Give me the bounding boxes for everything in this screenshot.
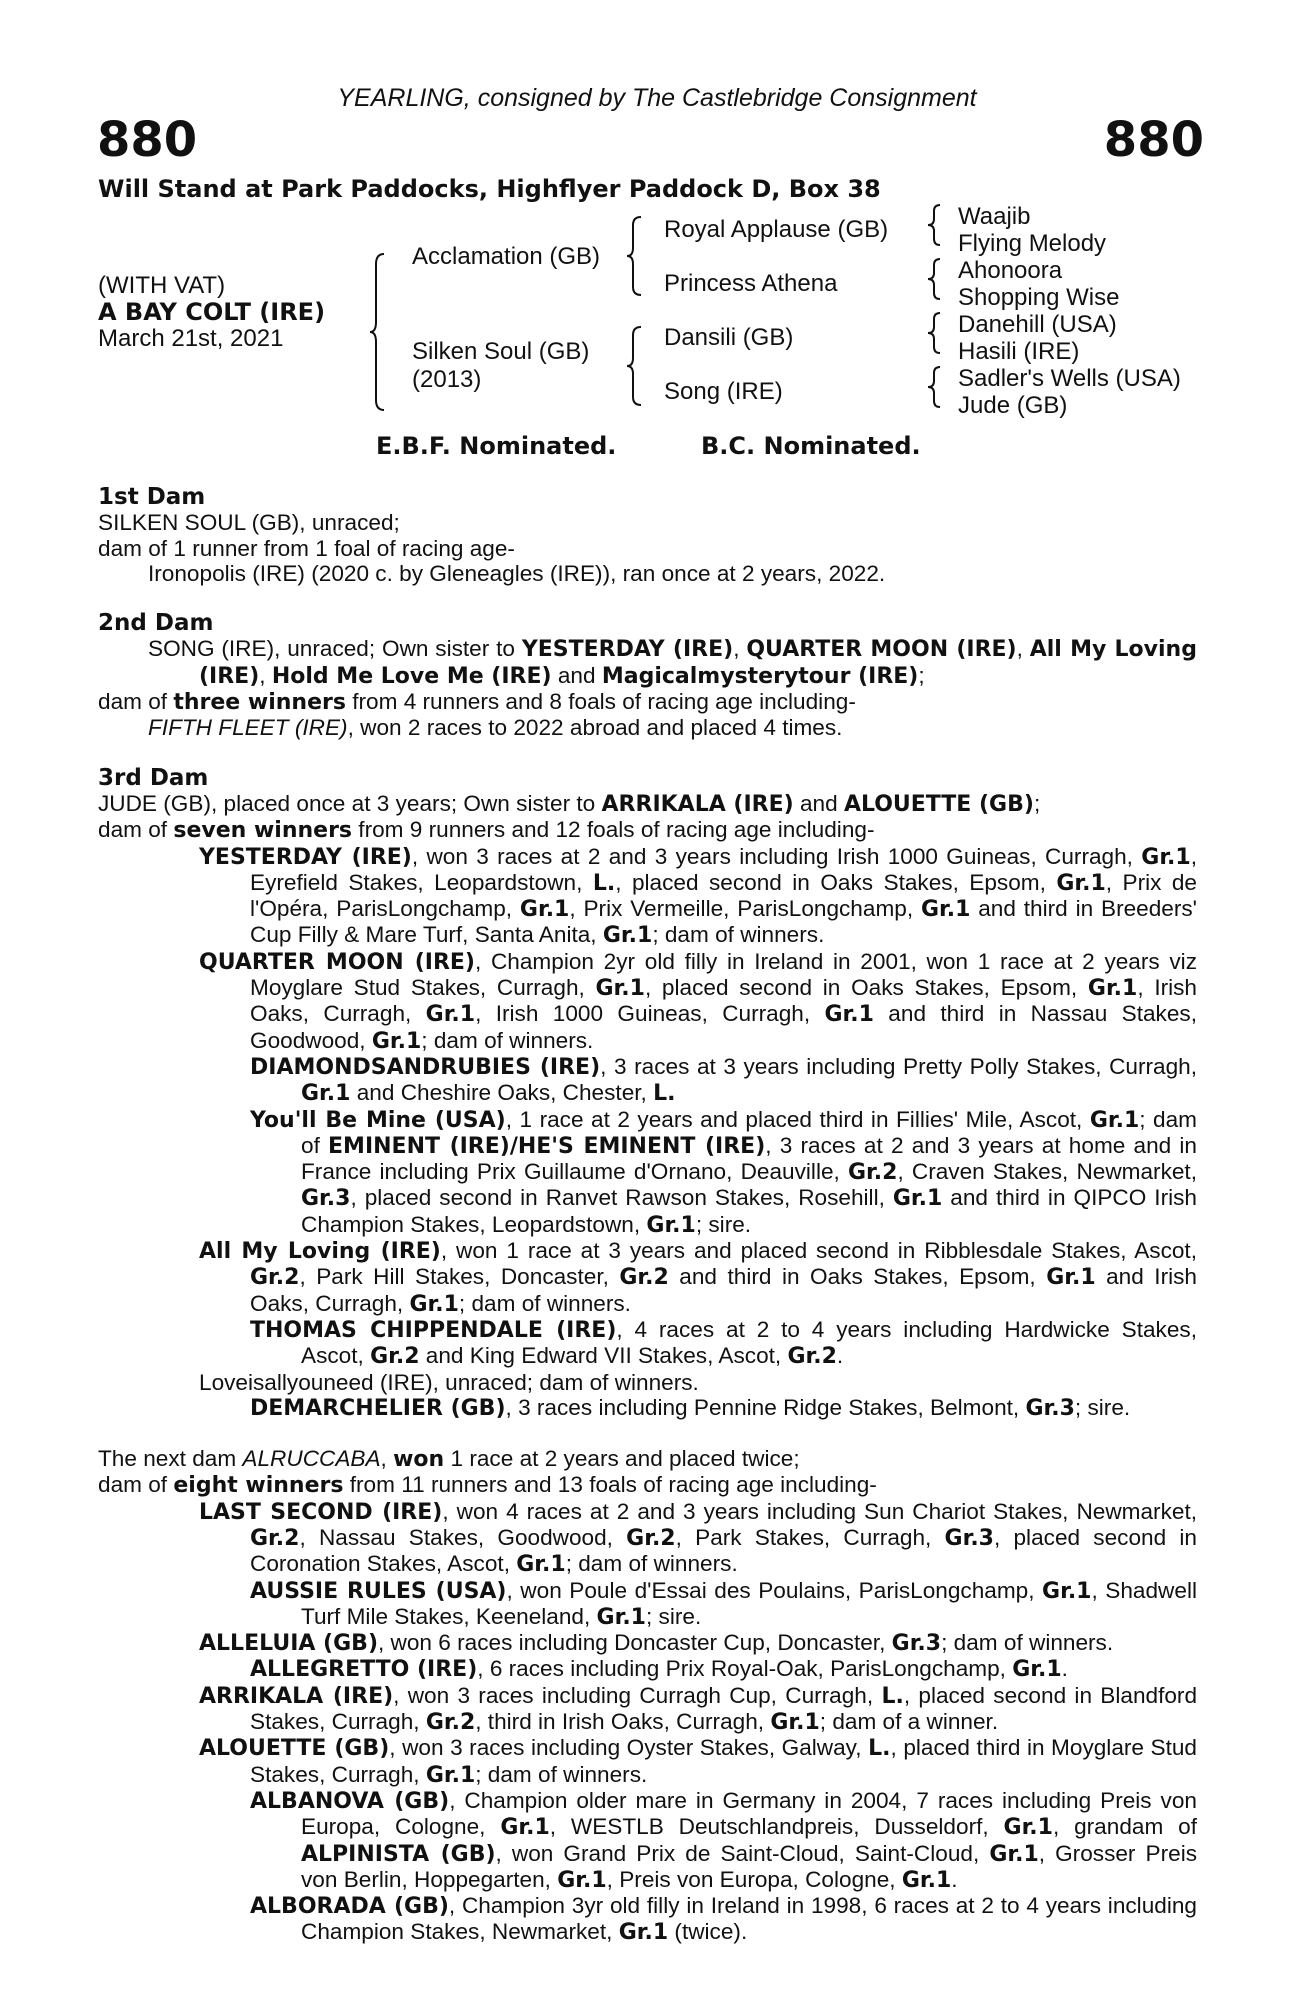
first-dam-runner: Ironopolis (IRE) (2020 c. by Gleneagles (IRE)), ran once at 2 years, 2022. <box>148 560 886 586</box>
first-dam-heading: 1st Dam <box>98 484 206 510</box>
produce-entry-thomas-chippendale: THOMAS CHIPPENDALE (IRE), 4 races at 2 to 4 years including Hardwicke Stakes, Ascot, Gr.2 and King Edward VII Stakes, Ascot, Gr.2. <box>250 1316 1197 1370</box>
produce-entry-last-second: LAST SECOND (IRE), won 4 races at 2 and 3 years including Sun Chariot Stakes, Newmarket, Gr.2, Nassau Stakes, Goodwood, Gr.2, Park Stakes, Curragh, Gr.3, placed second in Coronation Stakes, Ascot, Gr.1; dam of winners. <box>199 1498 1197 1578</box>
stand-location: Will Stand at Park Paddocks, Highflyer Paddock D, Box 38 <box>98 175 881 203</box>
dam-sire-name: Dansili (GB) <box>664 324 794 351</box>
produce-entry-allegretto: ALLEGRETTO (IRE), 6 races including Prix Royal-Oak, ParisLongchamp, Gr.1. <box>250 1656 1068 1683</box>
third-dam-produce-line: dam of seven winners from 9 runners and 12 foals of racing age including- <box>98 817 875 844</box>
next-dam-line: The next dam ALRUCCABA, won 1 race at 2 years and placed twice; <box>98 1446 800 1473</box>
dam-dam-name: Song (IRE) <box>664 378 783 405</box>
first-dam-produce-line: dam of 1 runner from 1 foal of racing age- <box>98 535 515 561</box>
ancestor-5: Danehill (USA) <box>958 311 1117 338</box>
produce-entry-arrikala: ARRIKALA (IRE), won 3 races including Curragh Cup, Curragh, L., placed second in Blandford Stakes, Curragh, Gr.2, third in Irish Oaks, Curragh, Gr.1; dam of a winner. <box>199 1682 1198 1736</box>
ebf-nomination: E.B.F. Nominated. <box>376 432 617 460</box>
produce-entry-loveisallyouneed: Loveisallyouneed (IRE), unraced; dam of winners. <box>199 1369 699 1395</box>
catalogue-body <box>98 485 1197 1946</box>
pedigree-brace-sire <box>627 215 647 297</box>
produce-entry-demarchelier: DEMARCHELIER (GB), 3 races including Pennine Ridge Stakes, Belmont, Gr.3; sire. <box>250 1394 1131 1421</box>
pedigree-brace-dam <box>627 325 647 407</box>
produce-entry-alouette: ALOUETTE (GB), won 3 races including Oyster Stakes, Galway, L., placed third in Moyglare Stud Stakes, Curragh, Gr.1; dam of winners. <box>199 1735 1198 1788</box>
second-dam-produce-line: dam of three winners from 4 runners and 8 foals of racing age including- <box>98 689 856 716</box>
ancestor-4: Shopping Wise <box>958 284 1120 311</box>
second-dam-heading: 2nd Dam <box>98 610 214 637</box>
ancestor-2: Flying Melody <box>958 230 1107 257</box>
sire-name: Acclamation (GB) <box>412 243 601 270</box>
produce-entry-diamondsandrubies: DIAMONDSANDRUBIES (IRE), 3 races at 3 years including Pretty Polly Stakes, Curragh, Gr.1 and Cheshire Oaks, Chester, L. <box>250 1053 1197 1107</box>
consignment-line: YEARLING, consigned by The Castlebridge Consignment <box>337 84 977 112</box>
bc-nomination: B.C. Nominated. <box>701 432 921 460</box>
produce-entry-youll-be-mine: You'll Be Mine (USA), 1 race at 2 years and placed third in Fillies' Mile, Ascot, Gr.1; dam of EMINENT (IRE)/HE'S EMINENT (IRE), 3 races at 2 and 3 years at home and in France including Prix Guillaume d'Ornano, Deauville, Gr.2, Craven Stakes, Newmarket, Gr.3, placed second in Ranvet Rawson Stakes, Rosehill, Gr.1 and third in QIPCO Irish Champion Stakes, Leopardstown, Gr.1; sire. <box>250 1106 1197 1238</box>
next-dam-produce-line: dam of eight winners from 11 runners and 13 foals of racing age including- <box>98 1472 877 1499</box>
pedigree-brace-g4 <box>928 365 946 409</box>
pedigree-brace-g2 <box>928 257 946 301</box>
produce-entry-quarter-moon: QUARTER MOON (IRE), Champion 2yr old filly in Ireland in 2001, won 1 race at 2 years viz Moyglare Stud Stakes, Curragh, Gr.1, placed second in Oaks Stakes, Epsom, Gr.1, Irish Oaks, Curragh, Gr.1, Irish 1000 Guineas, Curragh, Gr.1 and third in Nassau Stakes, Goodwood, Gr.1; dam of winners. <box>199 948 1198 1054</box>
foaling-date: March 21st, 2021 <box>98 325 284 352</box>
third-dam-line: JUDE (GB), placed once at 3 years; Own sister to ARRIKALA (IRE) and ALOUETTE (GB); <box>98 790 1041 817</box>
ancestor-6: Hasili (IRE) <box>958 338 1080 365</box>
produce-entry-aussie-rules: AUSSIE RULES (USA), won Poule d'Essai des Poulains, ParisLongchamp, Gr.1, Shadwell Turf Mile Stakes, Keeneland, Gr.1; sire. <box>250 1577 1197 1630</box>
lot-number-right: 880 <box>1103 112 1204 168</box>
third-dam-heading: 3rd Dam <box>98 764 209 791</box>
dam-year: (2013) <box>412 366 482 393</box>
pedigree-brace-main <box>370 252 390 412</box>
pedigree-brace-g1 <box>928 203 946 247</box>
horse-name: A BAY COLT (IRE) <box>98 298 326 326</box>
second-dam-runner: FIFTH FLEET (IRE), won 2 races to 2022 abroad and placed 4 times. <box>148 715 843 741</box>
lot-number-left: 880 <box>97 112 198 168</box>
produce-entry-alleluia: ALLELUIA (GB), won 6 races including Doncaster Cup, Doncaster, Gr.3; dam of winners. <box>199 1630 1114 1657</box>
ancestor-7: Sadler's Wells (USA) <box>958 365 1181 392</box>
ancestor-8: Jude (GB) <box>958 392 1068 419</box>
produce-entry-yesterday: YESTERDAY (IRE), won 3 races at 2 and 3 years including Irish 1000 Guineas, Curragh, Gr.1, Eyrefield Stakes, Leopardstown, L., placed second in Oaks Stakes, Epsom, Gr.1, Prix de l'Opéra, ParisLongchamp, Gr.1, Prix Vermeille, ParisLongchamp, Gr.1 and third in Breeders' Cup Filly & Mare Turf, Santa Anita, Gr.1; dam of winners. <box>199 843 1197 949</box>
ancestor-1: Waajib <box>958 203 1031 230</box>
second-dam-line: SONG (IRE), unraced; Own sister to YESTERDAY (IRE), QUARTER MOON (IRE), All My Loving (IRE), Hold Me Love Me (IRE) and Magicalmysterytour (IRE); <box>148 636 1197 689</box>
pedigree-brace-g3 <box>928 311 946 355</box>
dam-name: Silken Soul (GB) <box>412 338 590 365</box>
first-dam-line: SILKEN SOUL (GB), unraced; <box>98 510 400 536</box>
sire-dam-name: Princess Athena <box>664 270 838 297</box>
produce-entry-all-my-loving: All My Loving (IRE), won 1 race at 3 years and placed second in Ribblesdale Stakes, Ascot, Gr.2, Park Hill Stakes, Doncaster, Gr.2 and third in Oaks Stakes, Epsom, Gr.1 and Irish Oaks, Curragh, Gr.1; dam of winners. <box>199 1238 1197 1317</box>
produce-entry-albanova: ALBANOVA (GB), Champion older mare in Germany in 2004, 7 races including Preis von Europa, Cologne, Gr.1, WESTLB Deutschlandpreis, Dusseldorf, Gr.1, grandam of ALPINISTA (GB), won Grand Prix de Saint-Cloud, Saint-Cloud, Gr.1, Grosser Preis von Berlin, Hoppegarten, Gr.1, Preis von Europa, Cologne, Gr.1. <box>250 1787 1198 1893</box>
vat-label: (WITH VAT) <box>98 272 226 299</box>
sire-sire-name: Royal Applause (GB) <box>664 216 889 243</box>
ancestor-3: Ahonoora <box>958 257 1063 284</box>
produce-entry-alborada: ALBORADA (GB), Champion 3yr old filly in Ireland in 1998, 6 races at 2 to 4 years including Champion Stakes, Newmarket, Gr.1 (twice). <box>250 1893 1197 1946</box>
